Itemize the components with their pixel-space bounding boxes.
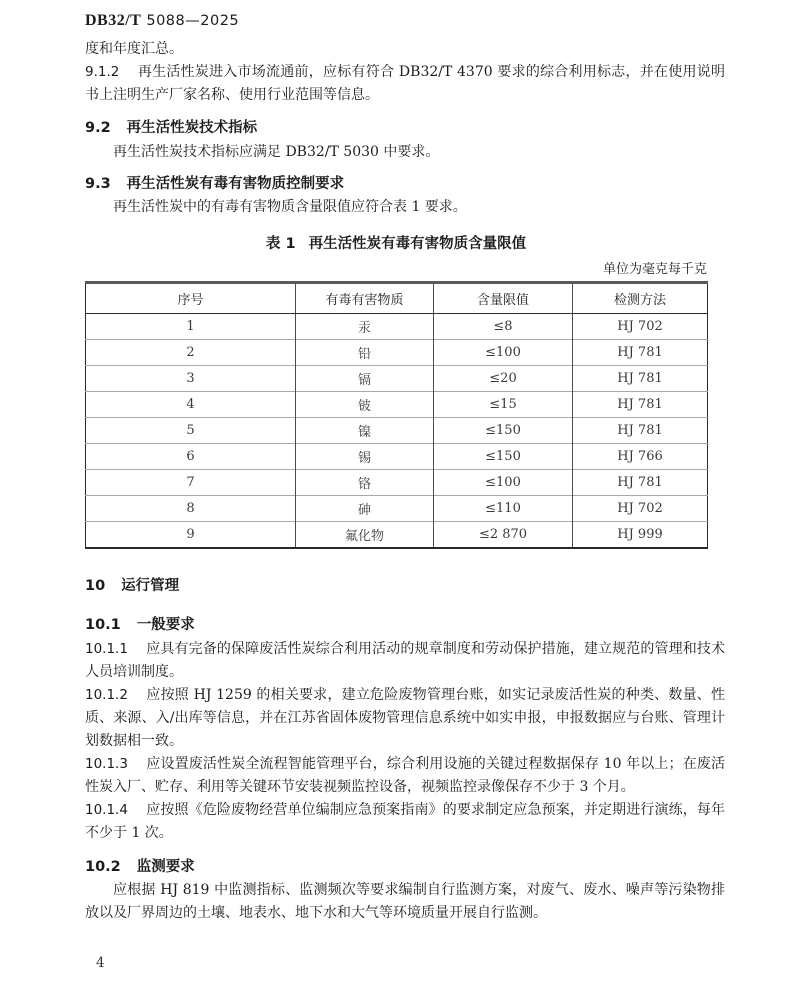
table-cell: ≤15 — [434, 391, 573, 417]
clause-number: 9.1.2 — [85, 64, 120, 80]
clause-text: 再生活性炭进入市场流通前，应标有符合 DB32/T 4370 要求的综合利用标志，并在使用说明书上注明生产厂家名称、使用行业范围等信息。 — [85, 64, 725, 103]
table-cell: HJ 781 — [573, 365, 708, 391]
heading-number: 10.2 — [85, 858, 121, 875]
table-cell: HJ 781 — [573, 391, 708, 417]
table-caption-title: 再生活性炭有毒有害物质含量限值 — [308, 236, 527, 252]
table-row — [86, 365, 708, 391]
heading-number: 10 — [85, 577, 106, 594]
table-cell: 2 — [86, 339, 296, 365]
table-cell: ≤150 — [434, 443, 573, 469]
clause-10-1-2 — [85, 684, 725, 753]
table-cell: ≤100 — [434, 339, 573, 365]
table-cell: 铅 — [296, 339, 434, 365]
table-row — [86, 521, 708, 548]
paragraph-continuation: 度和年度汇总。 — [85, 41, 183, 57]
table-row — [86, 313, 708, 339]
table-caption-label: 表 1 — [265, 236, 296, 252]
table-cell: 镍 — [296, 417, 434, 443]
heading-10 — [85, 575, 725, 599]
table-cell: ≤110 — [434, 495, 573, 521]
heading-9-2 — [85, 117, 725, 141]
heading-number: 10.1 — [85, 617, 121, 633]
table-row — [86, 495, 708, 521]
standard-number-prefix: DB32/T — [85, 12, 142, 29]
clause-10-1-3 — [85, 753, 725, 799]
table-row — [86, 417, 708, 443]
toxic-substances-table — [85, 281, 708, 549]
table-row — [86, 391, 708, 417]
table-caption — [85, 233, 707, 257]
table-cell: HJ 702 — [573, 495, 708, 521]
table-cell: HJ 781 — [573, 469, 708, 495]
table-row — [86, 443, 708, 469]
heading-title: 再生活性炭技术指标 — [126, 120, 258, 136]
table-cell: ≤20 — [434, 365, 573, 391]
table-cell: HJ 702 — [573, 313, 708, 339]
document-body — [85, 38, 725, 925]
heading-9-3 — [85, 173, 725, 197]
table-cell: HJ 766 — [573, 443, 708, 469]
table-cell: 8 — [86, 495, 296, 521]
table-cell: 6 — [86, 443, 296, 469]
standard-number — [85, 10, 239, 30]
unit-note: 单位为毫克每千克 — [602, 261, 707, 277]
clause-10-1-1 — [85, 638, 725, 684]
heading-title: 再生活性炭有毒有害物质控制要求 — [126, 175, 345, 192]
table-header-cell: 有毒有害物质 — [296, 282, 434, 313]
table-header-cell: 含量限值 — [434, 282, 573, 313]
clause-text: 应设置废活性炭全流程智能管理平台，综合利用设施的关键过程数据保存 10 年以上；在废活性炭入厂、贮存、利用等关键环节安装视频监控设备，视频监控录像保存不少于 3 个月。 — [85, 755, 725, 795]
clause-number: 10.1.4 — [85, 801, 128, 818]
table-cell: HJ 999 — [573, 521, 708, 548]
heading-10-2 — [85, 856, 725, 880]
clause-10-1-4 — [85, 799, 725, 845]
standard-number-suffix: 5088—2025 — [146, 13, 240, 29]
table-row — [86, 339, 708, 365]
heading-number: 9.3 — [85, 175, 111, 192]
table-cell: ≤8 — [434, 313, 573, 339]
para-10-2: 应根据 HJ 819 中监测指标、监测频次等要求编制自行监测方案，对废气、废水、噪声等污染物排放以及厂界周边的土壤、地表水、地下水和大气等环境质量开展自行监测。 — [85, 882, 725, 921]
table-cell: 3 — [86, 365, 296, 391]
table-cell: 铍 — [296, 391, 434, 417]
table-cell: 5 — [86, 417, 296, 443]
table-header-cell: 检测方法 — [573, 282, 708, 313]
heading-title: 监测要求 — [136, 858, 195, 875]
clause-number: 10.1.3 — [85, 755, 128, 772]
para-9-3: 再生活性炭中的有毒有害物质含量限值应符合表 1 要求。 — [113, 199, 467, 215]
table-cell: 氟化物 — [296, 521, 434, 548]
clause-number: 10.1.1 — [85, 640, 128, 657]
table-cell: 4 — [86, 391, 296, 417]
table-cell: HJ 781 — [573, 339, 708, 365]
table-cell: 1 — [86, 313, 296, 339]
clause-text: 应按照《危险废物经营单位编制应急预案指南》的要求制定应急预案，并定期进行演练，每年不少于 1 次。 — [85, 801, 725, 841]
table-cell: ≤2 870 — [434, 521, 573, 548]
table-cell: 锡 — [296, 443, 434, 469]
para-9-2: 再生活性炭技术指标应满足 DB32/T 5030 中要求。 — [113, 143, 440, 160]
table-row — [86, 469, 708, 495]
table-cell: 7 — [86, 469, 296, 495]
table-cell: 砷 — [296, 495, 434, 521]
heading-title: 运行管理 — [121, 577, 180, 594]
table-cell: 9 — [86, 521, 296, 548]
table-header-cell: 序号 — [86, 282, 296, 313]
table-cell: ≤100 — [434, 469, 573, 495]
heading-10-1 — [85, 614, 725, 638]
page-number: 4 — [96, 955, 105, 971]
table-cell: 镉 — [296, 365, 434, 391]
clause-text: 应按照 HJ 1259 的相关要求，建立危险废物管理台账，如实记录废活性炭的种类、数量、性质、来源、入/出库等信息，并在江苏省固体废物管理信息系统中如实申报，申报数据应与台账、管理计划数据相一致。 — [85, 686, 725, 749]
table-cell: 铬 — [296, 469, 434, 495]
clause-9-1-2 — [85, 61, 725, 107]
heading-title: 一般要求 — [136, 617, 195, 633]
table-header-row — [86, 282, 708, 313]
table-cell: ≤150 — [434, 417, 573, 443]
table-cell: HJ 781 — [573, 417, 708, 443]
heading-number: 9.2 — [85, 120, 111, 136]
clause-number: 10.1.2 — [85, 686, 128, 703]
clause-text: 应具有完备的保障废活性炭综合利用活动的规章制度和劳动保护措施，建立规范的管理和技术人员培训制度。 — [85, 640, 725, 680]
table-cell: 汞 — [296, 313, 434, 339]
